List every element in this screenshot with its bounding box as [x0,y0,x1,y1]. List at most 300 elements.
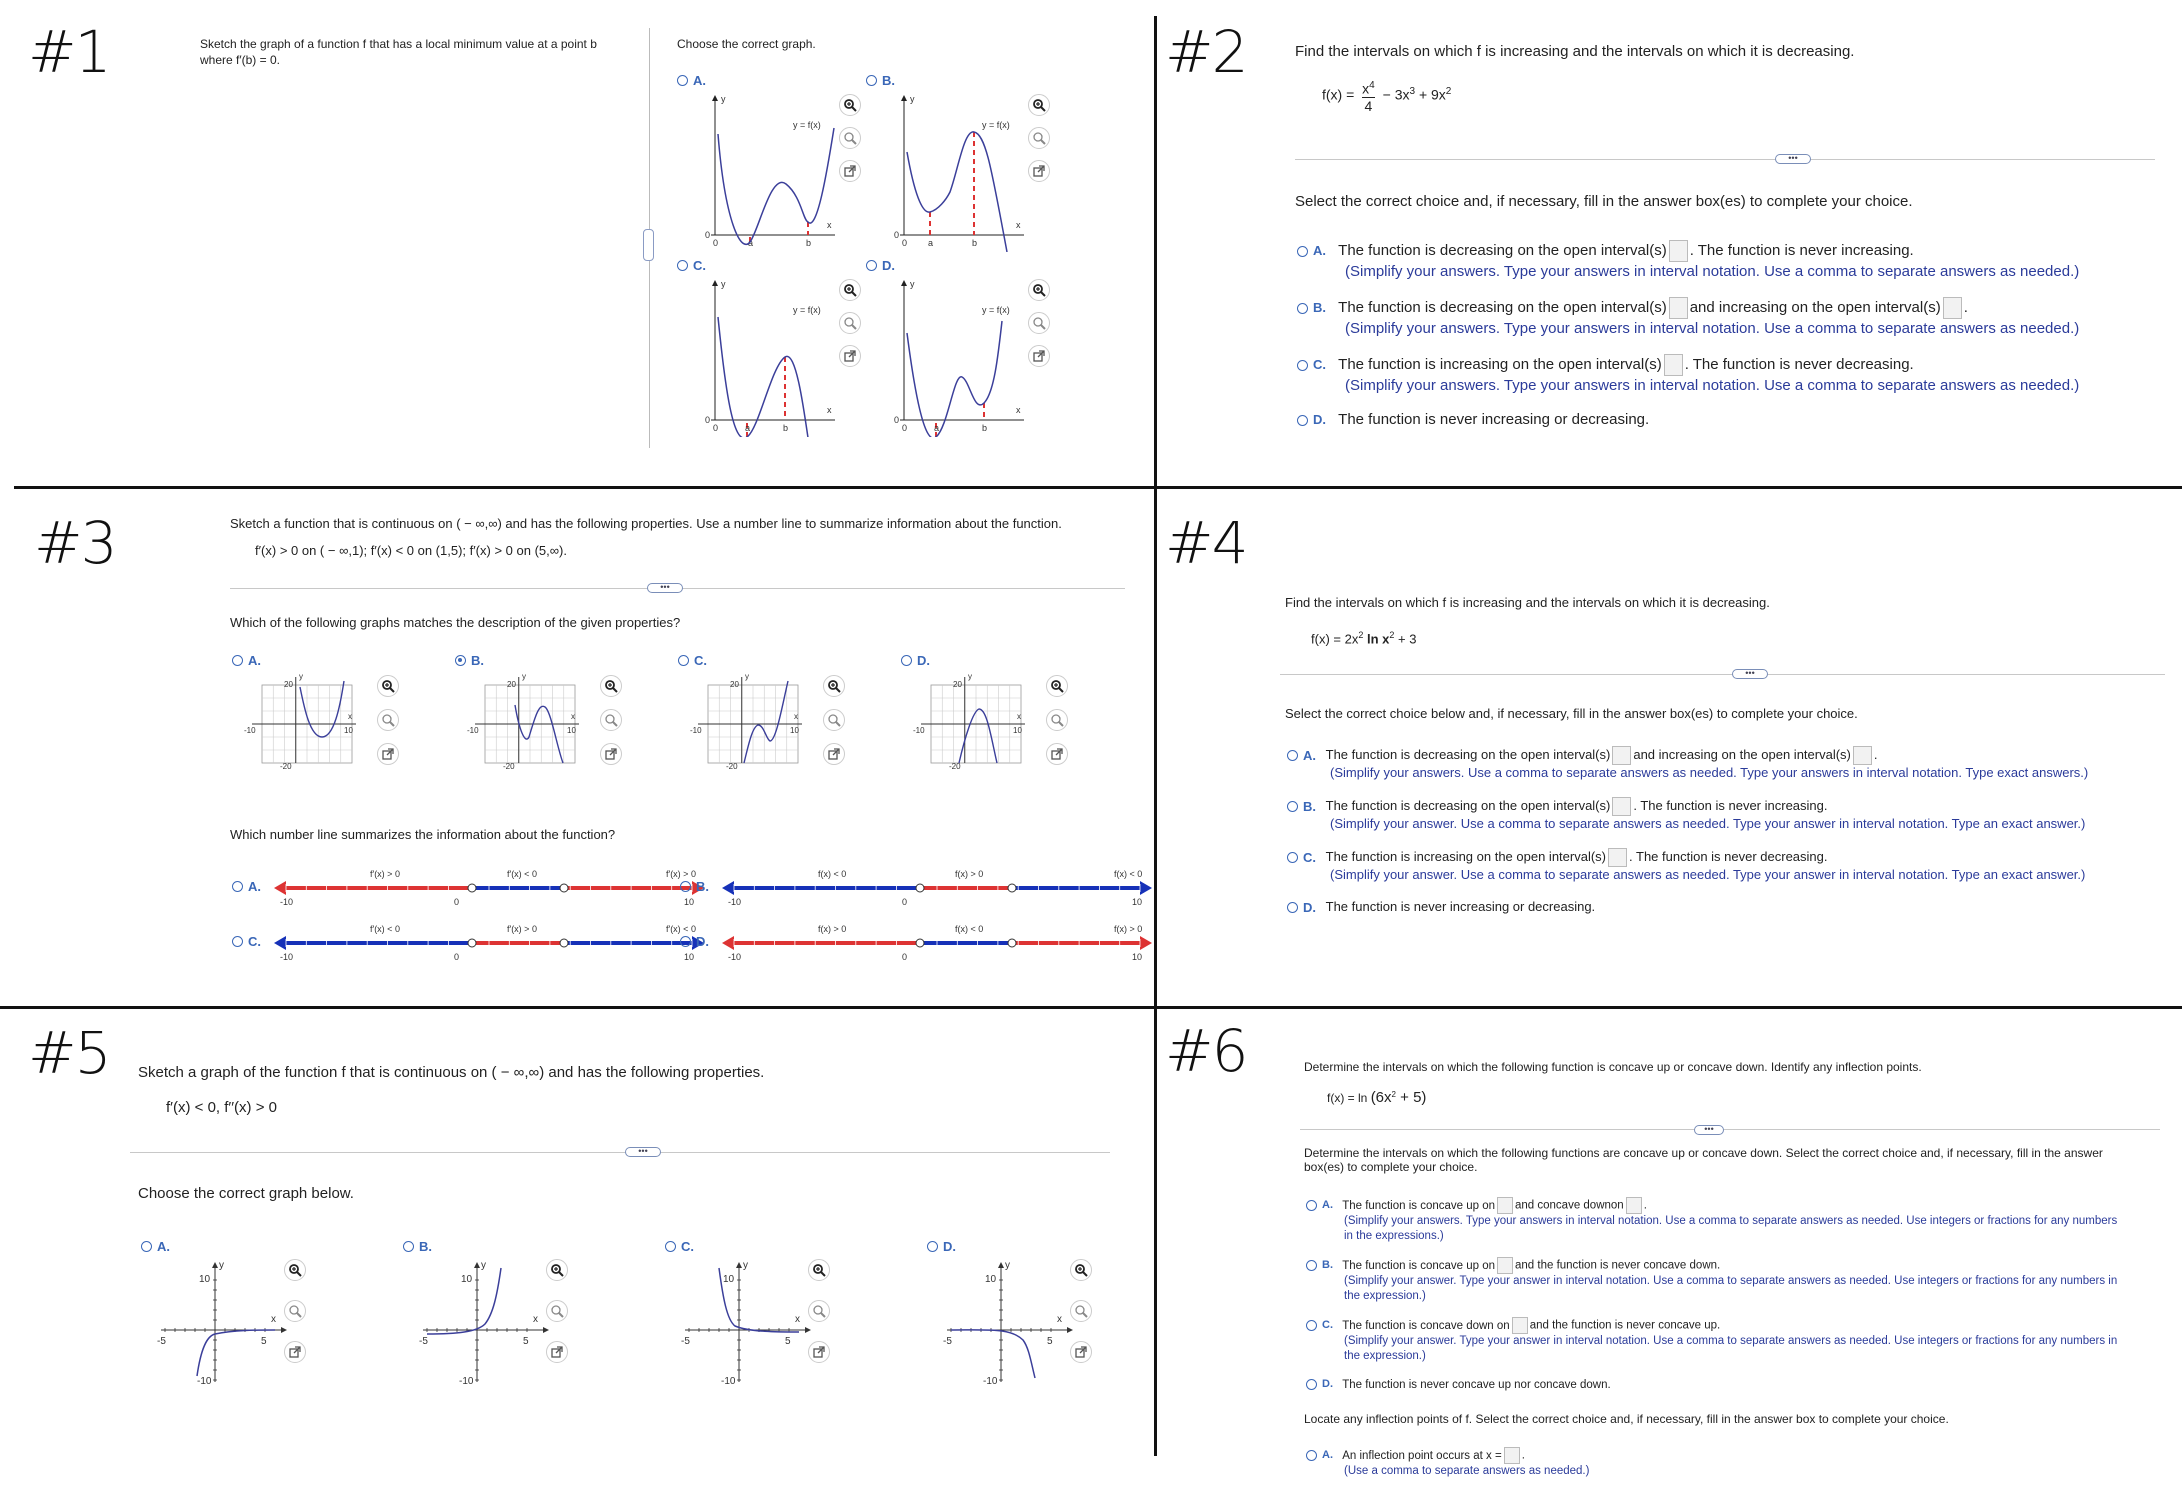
graph-question: Which of the following graphs matches the description of the given properties? [230,615,681,630]
origin-x-label: 0 [902,423,908,433]
radio-button[interactable] [677,75,688,86]
tick-10: 10 [461,1274,473,1285]
option-c[interactable]: C. The function is increasing on the open interval(s) . The function is never decreasing. (Simplify your answer. Use a comma to separate answers as needed. Type your answer in interval notation. Type an exact answer.) [1287,848,2085,883]
x-label: x [827,405,832,415]
tick-neg5: -5 [419,1336,428,1347]
zoom-in-icon[interactable] [600,675,622,697]
open-dot [1008,939,1016,947]
graph-option-d[interactable] [866,257,895,273]
radio-button[interactable] [678,655,689,666]
radio-button[interactable] [677,260,688,271]
problem-2-panel [1157,0,2182,484]
radio-a[interactable] [1297,246,1308,257]
problem-1-question: Sketch the graph of a function f that has a local minimum value at a point b where f′(b) = 0. [200,37,597,67]
zoom-in-icon[interactable] [546,1259,568,1281]
open-external-icon[interactable] [839,345,861,367]
option-b[interactable]: B. The function is decreasing on the open interval(s) . The function is never increasing. (Simplify your answer. Use a comma to separate answers as needed. Type your answer in interval notation. Type an exact answer.) [1287,797,2085,832]
tick-label: -10 [728,952,742,962]
y-label: y [299,672,303,681]
open-external-icon[interactable] [600,743,622,765]
y-arrow [712,280,718,286]
curve [718,128,834,244]
tick-b: b [982,423,988,433]
interval-label: f′(x) > 0 [507,924,537,934]
interval-label: f(x) < 0 [818,869,847,879]
radio-button[interactable] [232,881,243,892]
option-b[interactable]: B. The function is concave up on and the function is never concave down. (Simplify your answer. Type your answer in interval notation. Use a comma to separate answers as needed. Use integers or fractions for any numbers in the expression.) [1306,1257,2176,1304]
answer-box[interactable] [1669,297,1688,319]
option-b[interactable]: B. The function is decreasing on the open interval(s) and increasing on the open interval(s) . (Simplify your answers. Type your answers in interval notation. Use a comma to separate answers as needed.) [1297,297,2079,339]
left-arrow [722,881,734,895]
open-external-icon[interactable] [546,1341,568,1363]
graph-option-a[interactable] [232,652,261,668]
curve-label: y = f(x) [793,305,821,315]
separator [1295,159,2155,160]
interval-label: f(x) > 0 [1114,924,1143,934]
option-d[interactable]: D. The function is never increasing or decreasing. [1297,410,1649,430]
number-line-d [722,919,1152,974]
problem-2-function: f(x) = $\frac{x^4}{4}$ − $3x^3 + 9x^2$ [1322,80,1452,114]
radio-button[interactable] [680,936,691,947]
curve-label: y = f(x) [793,120,821,130]
zoom-in-icon[interactable] [284,1259,306,1281]
tick-5: 5 [261,1336,267,1347]
zoom-in-icon[interactable] [839,279,861,301]
x-arrow [281,1327,287,1333]
expand-handle[interactable]: ••• [1732,669,1768,679]
radio-d[interactable] [1297,415,1308,426]
option-letter: B. [471,653,484,669]
graph-option-c[interactable] [665,1238,694,1254]
zoom-out-icon[interactable] [600,709,622,731]
y-label: y [522,672,526,681]
y-arrow [998,1262,1004,1268]
option-letter: A. [248,653,261,669]
x-label: x [1016,405,1021,415]
origin-label: 0 [705,230,711,240]
select-instruction: Select the correct choice and, if necessary, fill in the answer box(es) to complete your choice. [1295,193,1913,210]
graph-d [874,277,1044,442]
tick-neg10: -10 [244,726,256,735]
tick-label: 0 [902,952,908,962]
open-external-icon[interactable] [1028,160,1050,182]
curve-label: y = f(x) [982,305,1010,315]
graph-option-d[interactable] [927,1238,956,1254]
problem-1-number: #1 [28,18,110,86]
graph-d [913,667,1043,792]
origin-x-label: 0 [902,238,908,248]
radio-d[interactable] [1287,902,1298,913]
option-a[interactable]: A. The function is decreasing on the open interval(s) . The function is never increasing. (Simplify your answers. Type your answers in interval notation. Use a comma to separate answers as needed.) [1297,240,2079,282]
zoom-in-icon[interactable] [377,675,399,697]
interval-label: f(x) > 0 [955,869,984,879]
tick-10: 10 [985,1274,997,1285]
locate-instruction: Locate any inflection points of f. Select the correct choice and, if necessary, fill in the answer box to complete your choice. [1304,1412,1949,1426]
left-arrow [722,936,734,950]
x-label: x [794,712,798,721]
problem-2-question: Find the intervals on which f is increasing and the intervals on which it is decreasing. [1295,43,1855,60]
radio-button[interactable] [455,655,466,666]
curve [907,132,1007,252]
determine-instruction: Determine the intervals on which the following functions are concave up or concave down. Select the correct choice and, if necessary, fill in the answer box(es) to complete your choice. [1304,1146,2103,1174]
answer-box[interactable] [1669,240,1688,262]
interval-label: f(x) < 0 [1114,869,1143,879]
interval-label: f(x) > 0 [818,924,847,934]
tick-10: 10 [344,726,353,735]
tick-neg5: -5 [681,1336,690,1347]
expand-handle[interactable]: ••• [1694,1125,1724,1135]
curve [951,1330,1035,1378]
open-dot [468,939,476,947]
tick-neg5: -5 [157,1336,166,1347]
x-label: x [271,1314,276,1325]
zoom-in-icon[interactable] [1070,1259,1092,1281]
option-a[interactable]: A. The function is decreasing on the open interval(s) and increasing on the open interval(s) . (Simplify your answers. Use a comma to separate answers as needed. Type your answers in interval notation. Type exact answers.) [1287,746,2088,781]
graph-option-c[interactable] [677,257,706,273]
tick-b: b [783,423,789,433]
radio-b[interactable] [1287,801,1298,812]
interval-label: f′(x) < 0 [666,924,696,934]
answer-box[interactable] [1853,746,1872,765]
radio-c[interactable] [1306,1320,1317,1331]
tick-10: 10 [790,726,799,735]
tick-20: 20 [284,680,293,689]
option-letter: C. [693,258,706,274]
numberline-option-d[interactable] [680,933,709,949]
graph-a [244,667,374,792]
zoom-out-icon[interactable] [823,709,845,731]
radio-c[interactable] [1287,852,1298,863]
problem-4-number: #4 [1165,509,1247,577]
option-letter: C. [248,934,261,950]
open-external-icon[interactable] [808,1341,830,1363]
origin-label: 0 [894,415,900,425]
problem-6-question: Determine the intervals on which the following function is concave up or concave down. Identify any inflection points. [1304,1060,1922,1074]
x-label: x [533,1314,538,1325]
interval-label: f(x) < 0 [955,924,984,934]
tick-5: 5 [1047,1336,1053,1347]
open-external-icon[interactable] [1070,1341,1092,1363]
answer-box[interactable] [1612,746,1631,765]
tick-neg5: -5 [943,1336,952,1347]
zoom-in-icon[interactable] [1028,279,1050,301]
radio-button[interactable] [866,260,877,271]
numberline-option-b[interactable] [680,878,709,894]
tick-20: 20 [507,680,516,689]
tick-neg20: -20 [726,762,738,771]
expand-handle[interactable]: ••• [1775,154,1811,164]
option-letter: A. [693,73,706,89]
tick-5: 5 [785,1336,791,1347]
option-d[interactable]: D. The function is never increasing or decreasing. [1287,899,1595,916]
x-label: x [348,712,352,721]
y-label: y [910,94,915,104]
right-arrow [1140,881,1152,895]
radio-button[interactable] [232,655,243,666]
tick-label: 10 [684,897,695,907]
inflection-option-a[interactable]: A. An inflection point occurs at x = . (Use a comma to separate answers as needed.) [1306,1447,1589,1479]
interval-label: f′(x) > 0 [370,869,400,879]
open-dot [916,884,924,892]
radio-button[interactable] [927,1241,938,1252]
open-external-icon[interactable] [284,1341,306,1363]
curve [718,317,813,437]
radio-button[interactable] [680,881,691,892]
graph-option-b[interactable] [866,72,895,88]
numberline-option-a[interactable] [232,878,261,894]
tick-a: a [745,423,751,433]
y-label: y [481,1260,486,1271]
separator [130,1152,1110,1153]
answer-box[interactable] [1626,1197,1642,1214]
open-dot [916,939,924,947]
tick-10: 10 [723,1274,735,1285]
tick-label: -10 [280,952,294,962]
choose-graph-prompt: Choose the correct graph below. [138,1185,354,1202]
option-letter: A. [248,879,261,895]
choose-graph-prompt: Choose the correct graph. [677,37,816,51]
interval-label: f′(x) < 0 [370,924,400,934]
left-arrow [274,936,286,950]
x-label: x [1017,712,1021,721]
tick-neg10: -10 [467,726,479,735]
option-letter: D. [696,934,709,950]
graph-d [931,1258,1091,1393]
radio-b[interactable] [1297,303,1308,314]
y-arrow [901,95,907,101]
tick-neg10: -10 [459,1376,474,1387]
graph-option-c[interactable] [678,652,707,668]
open-dot [468,884,476,892]
graph-option-a[interactable] [677,72,706,88]
open-external-icon[interactable] [377,743,399,765]
tick-neg20: -20 [280,762,292,771]
origin-x-label: 0 [713,238,719,248]
number-line-c [274,919,704,974]
radio-button[interactable] [403,1241,414,1252]
zoom-in-icon[interactable] [839,94,861,116]
tick-neg10: -10 [913,726,925,735]
option-letter: B. [882,73,895,89]
y-label: y [743,1260,748,1271]
graph-a [145,1258,305,1393]
problem-5-properties: f′(x) < 0, f′′(x) > 0 [166,1099,277,1116]
answer-box[interactable] [1512,1317,1528,1334]
problem-4-question: Find the intervals on which f is increasing and the intervals on which it is decreasing. [1285,595,1770,610]
problem-2-number: #2 [1165,18,1247,86]
radio-c[interactable] [1297,360,1308,371]
tick-label: 0 [454,952,460,962]
number-line-a [274,864,704,919]
answer-box[interactable] [1608,848,1627,867]
x-label: x [1057,1314,1062,1325]
zoom-out-icon[interactable] [546,1300,568,1322]
zoom-out-icon[interactable] [1046,709,1068,731]
x-label: x [1016,220,1021,230]
numberline-option-c[interactable] [232,933,261,949]
y-label: y [968,672,972,681]
answer-box[interactable] [1504,1447,1520,1464]
graph-c [669,1258,829,1393]
tick-neg20: -20 [503,762,515,771]
tick-20: 20 [730,680,739,689]
tick-10: 10 [1013,726,1022,735]
tick-label: 0 [454,897,460,907]
interval-label: f′(x) < 0 [507,869,537,879]
tick-label: 0 [902,897,908,907]
zoom-in-icon[interactable] [823,675,845,697]
answer-box[interactable] [1612,797,1631,816]
answer-box[interactable] [1497,1257,1513,1274]
problem-6-function: $f(x) = \ln (6x^2 + 5)$ [1327,1089,1427,1106]
open-external-icon[interactable] [1028,345,1050,367]
zoom-out-icon[interactable] [839,127,861,149]
radio-inflection-a[interactable] [1306,1450,1317,1461]
graph-option-b[interactable] [455,652,484,668]
zoom-in-icon[interactable] [1046,675,1068,697]
zoom-in-icon[interactable] [1028,94,1050,116]
zoom-out-icon[interactable] [1028,312,1050,334]
tick-label: 10 [1132,897,1143,907]
graph-c [690,667,820,792]
radio-button[interactable] [866,75,877,86]
radio-a[interactable] [1306,1200,1317,1211]
answer-box[interactable] [1943,297,1962,319]
option-letter: C. [694,653,707,669]
curve-label: y = f(x) [982,120,1010,130]
option-letter: C. [681,1239,694,1255]
open-dot [560,939,568,947]
problem-3-number: #3 [34,509,116,577]
select-instruction: Select the correct choice below and, if necessary, fill in the answer box(es) to complete your choice. [1285,706,1858,721]
zoom-out-icon[interactable] [377,709,399,731]
radio-d[interactable] [1306,1379,1317,1390]
open-external-icon[interactable] [823,743,845,765]
origin-label: 0 [894,230,900,240]
option-letter: D. [943,1239,956,1255]
expand-handle[interactable]: ••• [647,583,683,593]
tick-neg10: -10 [983,1376,998,1387]
option-c[interactable]: C. The function is concave down on and the function is never concave up. (Simplify your answer. Type your answer in interval notation. Use a comma to separate answers as needed. Use integers or fractions for any numbers in the expression.) [1306,1317,2176,1364]
problem-4-function: $f(x) = 2x^2$ $\ln x^2 + 3$ [1311,630,1417,647]
separator [1300,1129,2160,1130]
tick-a: a [934,423,940,433]
x-label: x [795,1314,800,1325]
zoom-out-icon[interactable] [1070,1300,1092,1322]
radio-button[interactable] [901,655,912,666]
tick-20: 20 [953,680,962,689]
zoom-out-icon[interactable] [284,1300,306,1322]
graph-option-a[interactable] [141,1238,170,1254]
tick-10: 10 [199,1274,211,1285]
separator [1280,674,2165,675]
problem-5-number: #5 [28,1019,110,1087]
x-arrow [1067,1327,1073,1333]
tick-5: 5 [523,1336,529,1347]
graph-b [467,667,597,792]
tick-10: 10 [567,726,576,735]
tick-label: -10 [280,897,294,907]
radio-a[interactable] [1287,750,1298,761]
tick-a: a [928,238,934,248]
tick-label: 10 [1132,952,1143,962]
y-label: y [721,279,726,289]
option-letter: D. [917,653,930,669]
answer-box[interactable] [1497,1197,1513,1214]
tick-b: b [806,238,812,248]
zoom-out-icon[interactable] [1028,127,1050,149]
radio-button[interactable] [232,936,243,947]
y-arrow [736,1262,742,1268]
option-letter: B. [419,1239,432,1255]
problem-6-panel [1157,1009,2182,1500]
tick-a: a [748,238,754,248]
option-letter: D. [882,258,895,274]
number-line-question: Which number line summarizes the information about the function? [230,827,616,842]
option-a[interactable]: A. The function is concave up on and concave downon . (Simplify your answers. Type your answers in interval notation. Use a comma to separate answers as needed. Use integers or fractions for any numbers in the expressions.) [1306,1197,2176,1244]
graph-c [685,277,855,442]
zoom-out-icon[interactable] [839,312,861,334]
answer-box[interactable] [1664,354,1683,376]
x-label: x [827,220,832,230]
y-label: y [910,279,915,289]
y-label: y [745,672,749,681]
graph-a [685,92,855,257]
problem-6-number: #6 [1165,1017,1247,1085]
graph-option-d[interactable] [901,652,930,668]
problem-5-panel [0,1009,1152,1500]
pane-resize-handle[interactable] [643,229,654,261]
tick-neg20: -20 [949,762,961,771]
y-arrow [901,280,907,286]
open-dot [560,884,568,892]
y-arrow [212,1262,218,1268]
tick-neg10: -10 [721,1376,736,1387]
y-label: y [721,94,726,104]
option-letter: B. [696,879,709,895]
x-label: x [571,712,575,721]
expand-handle[interactable]: ••• [625,1147,661,1157]
open-dot [1008,884,1016,892]
radio-button[interactable] [141,1241,152,1252]
zoom-in-icon[interactable] [808,1259,830,1281]
zoom-out-icon[interactable] [808,1300,830,1322]
number-line-b [722,864,1152,919]
graph-option-b[interactable] [403,1238,432,1254]
open-external-icon[interactable] [1046,743,1068,765]
option-d[interactable]: D. The function is never concave up nor concave down. [1306,1377,1611,1393]
right-arrow [1140,936,1152,950]
tick-neg10: -10 [197,1376,212,1387]
radio-button[interactable] [665,1241,676,1252]
tick-neg10: -10 [690,726,702,735]
problem-3-question: Sketch a function that is continuous on ( − ∞,∞) and has the following properties. Use a number line to summarize information about the function. [230,516,1062,531]
option-c[interactable]: C. The function is increasing on the open interval(s) . The function is never decreasing. (Simplify your answers. Type your answers in interval notation. Use a comma to separate answers as needed.) [1297,354,2079,396]
problem-1-panel [0,0,1152,484]
y-arrow [474,1262,480,1268]
y-arrow [712,95,718,101]
open-external-icon[interactable] [839,160,861,182]
radio-b[interactable] [1306,1260,1317,1271]
problem-4-panel [1157,489,2182,1004]
problem-3-panel [0,489,1152,1004]
graph-b [874,92,1044,257]
tick-label: -10 [728,897,742,907]
option-letter: A. [157,1239,170,1255]
problem-5-question: Sketch a graph of the function f that is continuous on ( − ∞,∞) and has the following properties. [138,1064,765,1081]
origin-x-label: 0 [713,423,719,433]
origin-label: 0 [705,415,711,425]
